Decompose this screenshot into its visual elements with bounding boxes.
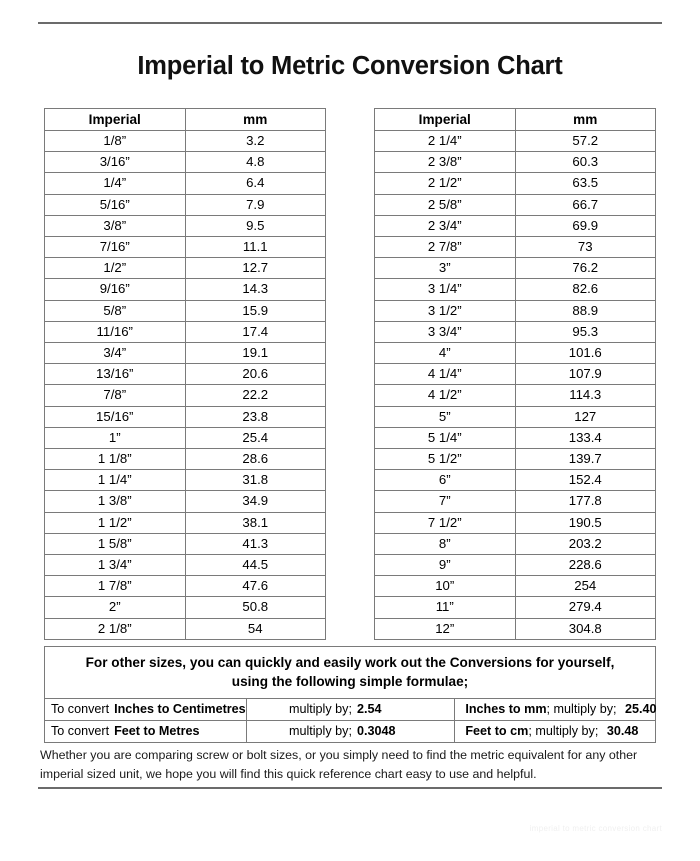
table-row bbox=[45, 258, 326, 279]
footer-rule bbox=[38, 787, 662, 789]
cell-mm: 54 bbox=[185, 618, 326, 639]
formula-heading-line-2: using the following simple formulae; bbox=[231, 674, 469, 689]
table-row bbox=[375, 173, 656, 194]
cell-imperial: 7/8” bbox=[45, 385, 186, 406]
formula-conversion-pair bbox=[45, 721, 246, 743]
table-row bbox=[375, 385, 656, 406]
cell-imperial: 2 3/8” bbox=[375, 152, 516, 173]
cell-mm: 88.9 bbox=[515, 300, 656, 321]
table-row bbox=[45, 279, 326, 300]
cell-mm: 20.6 bbox=[185, 364, 326, 385]
formula-row bbox=[45, 699, 655, 721]
table-body-right bbox=[375, 131, 656, 640]
formula-multiplier-label: multiply by; bbox=[288, 702, 352, 716]
formula-units: Inches to Centimetres bbox=[114, 702, 246, 716]
cell-mm: 304.8 bbox=[515, 618, 656, 639]
conversion-table-right bbox=[374, 108, 656, 640]
cell-mm: 254 bbox=[515, 576, 656, 597]
cell-mm: 9.5 bbox=[185, 215, 326, 236]
formula-multiplier-value: 2.54 bbox=[356, 702, 382, 716]
table-row bbox=[375, 194, 656, 215]
cell-imperial: 1/8” bbox=[45, 131, 186, 152]
cell-mm: 44.5 bbox=[185, 555, 326, 576]
cell-imperial: 2 1/2” bbox=[375, 173, 516, 194]
table-row bbox=[45, 555, 326, 576]
table-header-row bbox=[375, 109, 656, 131]
cell-imperial: 10” bbox=[375, 576, 516, 597]
cell-imperial: 2 5/8” bbox=[375, 194, 516, 215]
table-row bbox=[45, 618, 326, 639]
cell-imperial: 2 1/8” bbox=[45, 618, 186, 639]
cell-imperial: 7” bbox=[375, 491, 516, 512]
table-row bbox=[375, 449, 656, 470]
cell-mm: 127 bbox=[515, 406, 656, 427]
cell-imperial: 5” bbox=[375, 406, 516, 427]
table-row bbox=[375, 152, 656, 173]
cell-mm: 82.6 bbox=[515, 279, 656, 300]
cell-mm: 50.8 bbox=[185, 597, 326, 618]
cell-mm: 73 bbox=[515, 237, 656, 258]
page-title: Imperial to Metric Conversion Chart bbox=[137, 52, 563, 80]
cell-imperial: 7/16” bbox=[45, 237, 186, 258]
formula-alt-units: Inches to mm bbox=[465, 702, 547, 716]
table-row bbox=[45, 300, 326, 321]
table-row bbox=[375, 470, 656, 491]
table-row bbox=[375, 237, 656, 258]
cell-mm: 114.3 bbox=[515, 385, 656, 406]
table-row bbox=[375, 618, 656, 639]
formula-multiplier bbox=[246, 699, 454, 721]
formula-heading bbox=[45, 647, 655, 698]
table-row bbox=[375, 427, 656, 448]
closing-line-2: imperial sized unit, we hope you will find this quick reference chart easy to use and helpful. bbox=[40, 766, 537, 781]
closing-line-1: Whether you are comparing screw or bolt sizes, or you simply need to find the metric equivalent for any other bbox=[40, 748, 638, 762]
formula-multiplier-value: 0.3048 bbox=[356, 724, 396, 738]
cell-mm: 14.3 bbox=[185, 279, 326, 300]
formula-alt-conversion bbox=[455, 699, 655, 721]
formula-row bbox=[45, 721, 655, 743]
cell-imperial: 3/16” bbox=[45, 152, 186, 173]
column-header-mm: mm bbox=[185, 109, 326, 131]
cell-mm: 203.2 bbox=[515, 533, 656, 554]
cell-mm: 57.2 bbox=[515, 131, 656, 152]
cell-mm: 12.7 bbox=[185, 258, 326, 279]
cell-imperial: 1” bbox=[45, 427, 186, 448]
cell-mm: 279.4 bbox=[515, 597, 656, 618]
cell-mm: 23.8 bbox=[185, 406, 326, 427]
cell-mm: 95.3 bbox=[515, 321, 656, 342]
table-row bbox=[375, 555, 656, 576]
table-row bbox=[45, 237, 326, 258]
table-row bbox=[375, 343, 656, 364]
table-row bbox=[375, 215, 656, 236]
table-row bbox=[375, 279, 656, 300]
cell-mm: 17.4 bbox=[185, 321, 326, 342]
cell-imperial: 3/8” bbox=[45, 215, 186, 236]
table-row bbox=[45, 427, 326, 448]
table-row bbox=[375, 491, 656, 512]
cell-imperial: 3/4” bbox=[45, 343, 186, 364]
cell-mm: 66.7 bbox=[515, 194, 656, 215]
cell-imperial: 4” bbox=[375, 343, 516, 364]
table-row bbox=[375, 512, 656, 533]
cell-mm: 177.8 bbox=[515, 491, 656, 512]
cell-mm: 28.6 bbox=[185, 449, 326, 470]
cell-imperial: 5/8” bbox=[45, 300, 186, 321]
cell-imperial: 4 1/2” bbox=[375, 385, 516, 406]
table-row bbox=[375, 597, 656, 618]
cell-mm: 107.9 bbox=[515, 364, 656, 385]
watermark-text: imperial to metric conversion chart bbox=[529, 824, 662, 833]
table-row bbox=[375, 406, 656, 427]
cell-mm: 6.4 bbox=[185, 173, 326, 194]
cell-imperial: 9” bbox=[375, 555, 516, 576]
table-row bbox=[45, 533, 326, 554]
cell-mm: 4.8 bbox=[185, 152, 326, 173]
formula-conversion-pair bbox=[45, 699, 246, 721]
formula-units: Feet to Metres bbox=[114, 724, 200, 738]
cell-mm: 47.6 bbox=[185, 576, 326, 597]
header-rule bbox=[38, 22, 662, 24]
table-row bbox=[45, 152, 326, 173]
cell-imperial: 4 1/4” bbox=[375, 364, 516, 385]
table-row bbox=[45, 406, 326, 427]
table-row bbox=[45, 364, 326, 385]
cell-imperial: 7 1/2” bbox=[375, 512, 516, 533]
table-row bbox=[45, 449, 326, 470]
formula-lead-label: To convert bbox=[51, 724, 110, 738]
cell-mm: 19.1 bbox=[185, 343, 326, 364]
cell-imperial: 6” bbox=[375, 470, 516, 491]
formula-alt-units: Feet to cm bbox=[465, 724, 529, 738]
cell-mm: 7.9 bbox=[185, 194, 326, 215]
formula-alt-value: 30.48 bbox=[606, 724, 639, 738]
table-row bbox=[45, 512, 326, 533]
cell-imperial: 9/16” bbox=[45, 279, 186, 300]
cell-mm: 63.5 bbox=[515, 173, 656, 194]
table-body-left bbox=[45, 131, 326, 640]
formula-box bbox=[44, 646, 656, 743]
formula-table-body bbox=[45, 699, 655, 743]
cell-mm: 15.9 bbox=[185, 300, 326, 321]
table-row bbox=[375, 258, 656, 279]
cell-mm: 133.4 bbox=[515, 427, 656, 448]
table-row bbox=[45, 597, 326, 618]
cell-imperial: 11/16” bbox=[45, 321, 186, 342]
column-header-imperial: Imperial bbox=[45, 109, 186, 131]
formula-lead-label: To convert bbox=[51, 702, 110, 716]
cell-mm: 139.7 bbox=[515, 449, 656, 470]
conversion-table-left bbox=[44, 108, 326, 640]
table-row bbox=[45, 321, 326, 342]
cell-imperial: 13/16” bbox=[45, 364, 186, 385]
cell-imperial: 3” bbox=[375, 258, 516, 279]
cell-imperial: 1 3/4” bbox=[45, 555, 186, 576]
cell-imperial: 3 1/4” bbox=[375, 279, 516, 300]
cell-mm: 25.4 bbox=[185, 427, 326, 448]
table-row bbox=[45, 576, 326, 597]
cell-mm: 190.5 bbox=[515, 512, 656, 533]
cell-mm: 11.1 bbox=[185, 237, 326, 258]
cell-mm: 3.2 bbox=[185, 131, 326, 152]
cell-imperial: 8” bbox=[375, 533, 516, 554]
cell-imperial: 2 1/4” bbox=[375, 131, 516, 152]
cell-imperial: 5 1/4” bbox=[375, 427, 516, 448]
table-row bbox=[45, 343, 326, 364]
cell-imperial: 1 1/2” bbox=[45, 512, 186, 533]
table-row bbox=[375, 321, 656, 342]
formula-heading-line-1: For other sizes, you can quickly and easily work out the Conversions for yourself, bbox=[85, 655, 615, 670]
cell-imperial: 1 5/8” bbox=[45, 533, 186, 554]
cell-imperial: 3 1/2” bbox=[375, 300, 516, 321]
column-header-imperial: Imperial bbox=[375, 109, 516, 131]
cell-imperial: 1 7/8” bbox=[45, 576, 186, 597]
cell-imperial: 1 1/4” bbox=[45, 470, 186, 491]
cell-imperial: 2 7/8” bbox=[375, 237, 516, 258]
table-row bbox=[45, 491, 326, 512]
formula-multiplier-label: multiply by; bbox=[288, 724, 352, 738]
cell-imperial: 5 1/2” bbox=[375, 449, 516, 470]
column-header-mm: mm bbox=[515, 109, 656, 131]
cell-mm: 69.9 bbox=[515, 215, 656, 236]
cell-mm: 152.4 bbox=[515, 470, 656, 491]
table-header-row bbox=[45, 109, 326, 131]
cell-imperial: 11” bbox=[375, 597, 516, 618]
cell-mm: 31.8 bbox=[185, 470, 326, 491]
cell-imperial: 1 1/8” bbox=[45, 449, 186, 470]
cell-mm: 228.6 bbox=[515, 555, 656, 576]
cell-mm: 101.6 bbox=[515, 343, 656, 364]
cell-imperial: 2” bbox=[45, 597, 186, 618]
cell-mm: 38.1 bbox=[185, 512, 326, 533]
cell-mm: 76.2 bbox=[515, 258, 656, 279]
table-row bbox=[45, 131, 326, 152]
table-row bbox=[45, 215, 326, 236]
formula-alt-label: ; multiply by; bbox=[528, 724, 602, 738]
table-row bbox=[45, 194, 326, 215]
table-row bbox=[45, 470, 326, 491]
cell-mm: 41.3 bbox=[185, 533, 326, 554]
cell-imperial: 5/16” bbox=[45, 194, 186, 215]
formula-alt-conversion bbox=[455, 721, 655, 743]
cell-imperial: 1/2” bbox=[45, 258, 186, 279]
closing-paragraph bbox=[40, 746, 658, 783]
table-row bbox=[375, 533, 656, 554]
table-row bbox=[375, 131, 656, 152]
cell-imperial: 1/4” bbox=[45, 173, 186, 194]
formula-alt-value: 25.40 bbox=[625, 702, 657, 716]
cell-imperial: 1 3/8” bbox=[45, 491, 186, 512]
formula-alt-label: ; multiply by; bbox=[546, 702, 621, 716]
cell-imperial: 15/16” bbox=[45, 406, 186, 427]
formula-multiplier bbox=[246, 721, 454, 743]
table-row bbox=[375, 300, 656, 321]
cell-mm: 22.2 bbox=[185, 385, 326, 406]
cell-mm: 60.3 bbox=[515, 152, 656, 173]
cell-imperial: 3 3/4” bbox=[375, 321, 516, 342]
table-row bbox=[45, 173, 326, 194]
cell-imperial: 2 3/4” bbox=[375, 215, 516, 236]
table-row bbox=[45, 385, 326, 406]
table-row bbox=[375, 576, 656, 597]
formula-table bbox=[45, 698, 655, 742]
cell-imperial: 12” bbox=[375, 618, 516, 639]
cell-mm: 34.9 bbox=[185, 491, 326, 512]
table-row bbox=[375, 364, 656, 385]
